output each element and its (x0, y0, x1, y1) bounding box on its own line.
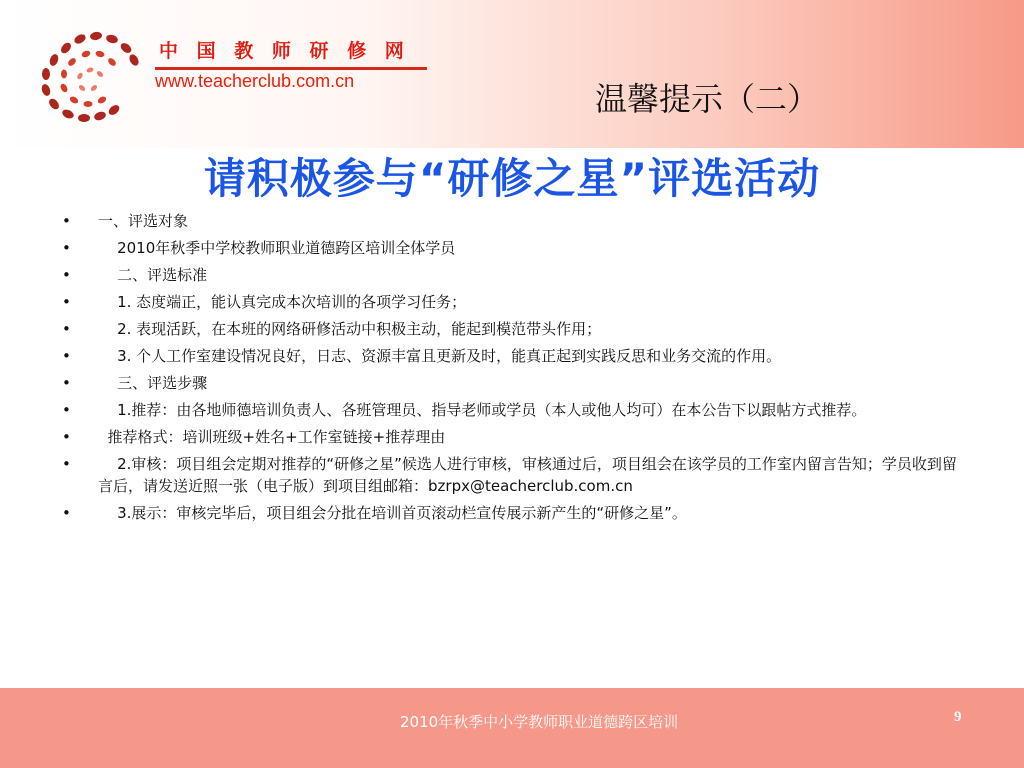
bullet-text: 二、评选标准 (98, 266, 208, 284)
slide-header (0, 0, 1024, 148)
bullet-item-6 (58, 345, 970, 367)
logo-url[interactable]: www.teacherclub.com.cn (155, 71, 355, 91)
bullet-icon: • (62, 320, 71, 338)
bullet-item-1 (58, 210, 970, 232)
page-number: 9 (954, 709, 962, 725)
bullet-icon: • (62, 428, 71, 446)
bullet-icon: • (62, 239, 71, 257)
bullet-list (58, 210, 970, 529)
bullet-icon: • (62, 374, 71, 392)
bullet-item-10 (58, 453, 970, 497)
bullet-item-3 (58, 264, 970, 286)
bullet-item-4 (58, 291, 970, 313)
bullet-item-2 (58, 237, 970, 259)
bullet-text: 一、评选对象 (98, 212, 189, 230)
bullet-text: 2.审核：项目组会定期对推荐的“研修之星”候选人进行审核，审核通过后，项目组会在该学员的工作室内留言告知；学员收到留言后，请发送近照一张（电子版）到项目组邮箱：bzrpx@teacherclub.com.cn (98, 455, 957, 495)
bullet-icon: • (62, 401, 71, 419)
slide-footer (0, 688, 1024, 768)
main-title: 请积极参与“研修之星”评选活动 (203, 154, 821, 203)
bullet-item-7 (58, 372, 970, 394)
logo-underline (155, 67, 427, 70)
bullet-text: 3.展示：审核完毕后，项目组会分批在培训首页滚动栏宣传展示新产生的“研修之星”。 (98, 504, 687, 522)
bullet-item-11 (58, 502, 970, 524)
bullet-text: 三、评选步骤 (98, 374, 208, 392)
section-title: 温馨提示（二） (595, 80, 820, 118)
bullet-icon: • (62, 212, 71, 230)
bullet-item-5 (58, 318, 970, 340)
logo-icon (30, 24, 160, 124)
bullet-item-9 (58, 426, 970, 448)
bullet-icon: • (62, 266, 71, 284)
bullet-icon: • (62, 293, 71, 311)
bullet-text: 2010年秋季中学校教师职业道德跨区培训全体学员 (98, 239, 456, 257)
logo-title: 中 国 教 师 研 修 网 (159, 40, 410, 62)
bullet-text: 1.推荐：由各地师德培训负责人、各班管理员、指导老师或学员（本人或他人均可）在本公告下以跟帖方式推荐。 (98, 401, 867, 419)
bullet-icon: • (62, 455, 71, 473)
bullet-text: 2. 表现活跃，在本班的网络研修活动中积极主动，能起到模范带头作用； (98, 320, 602, 338)
bullet-text: 推荐格式：培训班级+姓名+工作室链接+推荐理由 (98, 428, 446, 446)
bullet-text: 3. 个人工作室建设情况良好，日志、资源丰富且更新及时，能真正起到实践反思和业务交流的作用。 (98, 347, 782, 365)
bullet-item-8 (58, 399, 970, 421)
footer-text: 2010年秋季中小学教师职业道德跨区培训 (400, 713, 679, 731)
bullet-icon: • (62, 347, 71, 365)
bullet-icon: • (62, 504, 71, 522)
bullet-text: 1. 态度端正，能认真完成本次培训的各项学习任务； (98, 293, 467, 311)
